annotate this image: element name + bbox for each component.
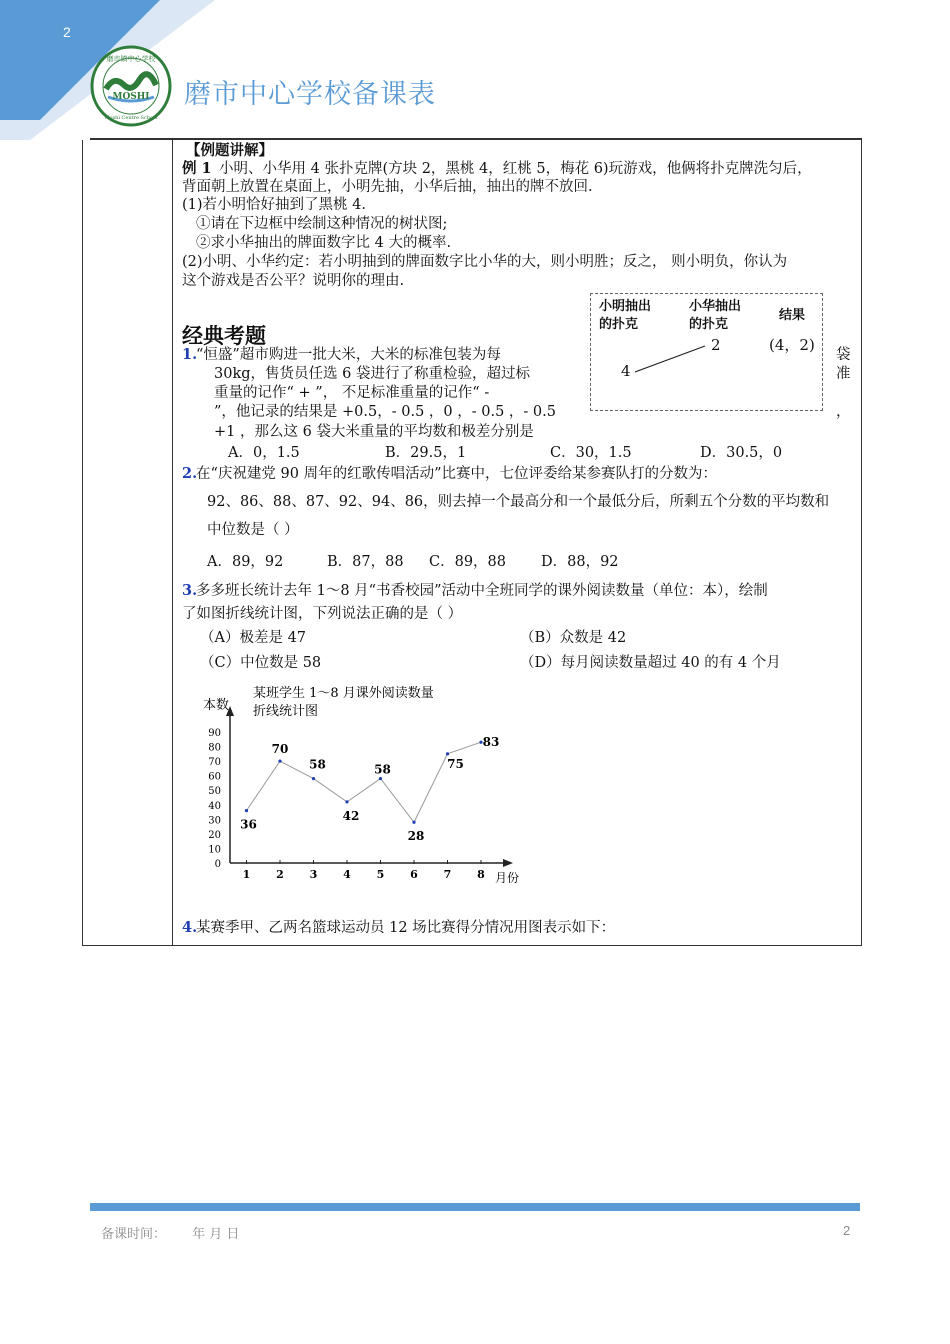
example-label: 例 1 <box>182 160 212 177</box>
header-page-number: 2 <box>63 24 71 40</box>
chart-data-label: 42 <box>342 808 360 823</box>
tree-col2-label: 的扑克 <box>689 317 729 332</box>
q1-option: D．30.5，0 <box>700 445 783 461</box>
tree-diagram-box <box>590 293 823 411</box>
chart-y-tick-label: 0 <box>214 859 221 870</box>
chart-point <box>412 821 415 824</box>
footer-label: 备课时间： <box>101 1227 167 1242</box>
chart-x-tick-label: 4 <box>343 868 351 881</box>
q1-option: C．30，1.5 <box>550 445 632 461</box>
example-line: 这个游戏是否公平？说明你的理由. <box>182 273 405 289</box>
chart-y-tick-label: 60 <box>208 771 221 783</box>
logo-cn-text: 磨市镇中心学校 <box>106 55 156 63</box>
chart-subtitle: 折线统计图 <box>253 704 319 719</box>
example-line: ①请在下边框中绘制这种情况的树状图; <box>196 216 448 232</box>
example-line: ②求小华抽出的牌面数字比 4 大的概率. <box>196 235 452 251</box>
tree-node-child: 2 <box>711 336 721 354</box>
chart-data-label: 75 <box>447 756 464 771</box>
footer-date-fields: 年 月 日 <box>192 1227 240 1242</box>
q3-line: 了如图折线统计图，下列说法正确的是（ ） <box>182 606 463 622</box>
q1-line-right: 准 <box>836 366 851 382</box>
q1-option: A．0，1.5 <box>228 445 300 461</box>
chart-y-tick-label: 40 <box>208 800 221 812</box>
table-column-divider <box>172 140 173 946</box>
q1-line: 30kg，售货员任选 6 袋进行了称重检验，超过标 <box>214 366 530 382</box>
chart-ylabel: 本数 <box>203 698 230 713</box>
q2-option: A．89，92 <box>207 554 284 570</box>
chart-data-label: 83 <box>482 735 500 750</box>
footer-date <box>101 1223 239 1242</box>
q2-line: 在“庆祝建党 90 周年的红歌传唱活动”比赛中，七位评委给某参赛队打的分数为： <box>196 466 717 482</box>
q2-number: 2. <box>182 465 198 482</box>
chart-x-tick-label: 2 <box>276 868 284 881</box>
chart-y-tick-label: 30 <box>208 815 221 827</box>
q2-option: B．87，88 <box>327 554 404 570</box>
chart-point <box>245 809 248 812</box>
q2-line: 92、86、88、87、92、94、86，则去掉一个最高分和一个最低分后，所剩五个分数的平均数和 <box>207 494 830 510</box>
q2-line: 中位数是（ ） <box>207 522 299 538</box>
chart-x-tick-label: 8 <box>477 868 485 881</box>
chart-y-tick-label: 70 <box>208 757 221 769</box>
chart-point <box>446 752 449 755</box>
q4-line: 某赛季甲、乙两名篮球运动员 12 场比赛得分情况用图表示如下： <box>196 920 616 936</box>
chart-x-arrow <box>503 859 513 867</box>
example-heading: 【例题讲解】 <box>186 142 273 159</box>
q1-line-right: ， <box>836 404 851 420</box>
tree-col1-label: 小明抽出 <box>599 299 652 314</box>
chart-x-tick-label: 3 <box>309 868 318 881</box>
example-line: (1)若小明恰好抽到了黑桃 4. <box>182 197 366 213</box>
chart-title: 某班学生 1～8 月课外阅读数量 <box>253 686 434 701</box>
tree-col1-label: 的扑克 <box>599 317 639 332</box>
q2-option: C．89，88 <box>429 554 506 570</box>
chart-data-label: 70 <box>271 742 289 757</box>
q2-option: D．88，92 <box>541 554 619 570</box>
chart-y-tick-label: 90 <box>208 728 221 739</box>
q1-line: 重量的记作“ + ”， 不足标准重量的记作“ - <box>214 385 490 401</box>
chart-point <box>312 777 315 780</box>
chart-y-tick-label: 50 <box>208 786 221 798</box>
q1-line: “恒盛”超市购进一批大米，大米的标准包装为每 <box>196 347 501 363</box>
chart-y-tick-label: 10 <box>208 844 221 856</box>
chart-x-tick-label: 5 <box>376 868 385 881</box>
q1-line: +1 ，那么这 6 袋大米重量的平均数和极差分别是 <box>214 424 534 440</box>
example-line: 背面朝上放置在桌面上，小明先抽，小华后抽，抽出的牌不放回. <box>182 179 593 195</box>
chart-point <box>278 760 281 763</box>
q3-option: （B）众数是 42 <box>520 630 627 646</box>
chart-x-tick-label: 1 <box>242 868 251 881</box>
chart-point <box>345 800 348 803</box>
chart-xlabel: 月份 <box>495 871 520 885</box>
classic-heading: 经典考题 <box>182 324 266 348</box>
tree-branch <box>591 294 822 410</box>
example-line: 小明、小华用 4 张扑克牌(方块 2，黑桃 4，红桃 5，梅花 6)玩游戏，他俩将扑克牌洗匀后， <box>219 161 812 177</box>
footer-page-number: 2 <box>843 1223 851 1238</box>
q1-line: ”，他记录的结果是 +0.5，- 0.5 ，0 ，- 0.5 ，- 0.5 <box>214 404 556 420</box>
logo-abbr: MOSHI <box>112 92 150 102</box>
tree-col2-label: 小华抽出 <box>689 299 742 314</box>
chart-point <box>379 777 382 780</box>
q1-option: B．29.5，1 <box>385 445 467 461</box>
footer-bar <box>90 1203 860 1211</box>
chart-data-label: 28 <box>407 829 425 844</box>
q3-line: 多多班长统计去年 1～8 月“书香校园”活动中全班同学的课外阅读数量（单位：本），绘制 <box>196 583 768 599</box>
example-line: (2)小明、小华约定：若小明抽到的牌面数字比小华的大，则小明胜；反之， 则小明负，你认为 <box>182 254 788 270</box>
tree-result: (4，2) <box>769 336 815 354</box>
school-title: 磨市中心学校备课表 <box>184 79 436 110</box>
chart-y-tick-label: 80 <box>208 742 221 754</box>
q4-number: 4. <box>182 919 198 936</box>
tree-node-root: 4 <box>621 362 631 380</box>
q3-option: （C）中位数是 58 <box>200 655 322 671</box>
school-logo <box>90 45 172 127</box>
chart-data-label: 36 <box>240 817 257 832</box>
q3-option: （A）极差是 47 <box>200 630 307 646</box>
q1-number: 1. <box>182 346 198 363</box>
logo-en-text: Moshi Centre School <box>104 115 158 121</box>
chart-y-tick-label: 20 <box>208 829 221 841</box>
q3-number: 3. <box>182 582 198 599</box>
chart-x-tick-label: 6 <box>410 868 418 881</box>
chart-x-tick-label: 7 <box>443 868 452 881</box>
reading-line-chart <box>190 680 540 895</box>
q1-line-right: 袋 <box>836 347 851 363</box>
chart-data-label: 58 <box>309 757 326 772</box>
q3-option: （D）每月阅读数量超过 40 的有 4 个月 <box>520 655 781 671</box>
chart-data-label: 58 <box>374 762 391 777</box>
tree-col3-label: 结果 <box>779 308 806 323</box>
